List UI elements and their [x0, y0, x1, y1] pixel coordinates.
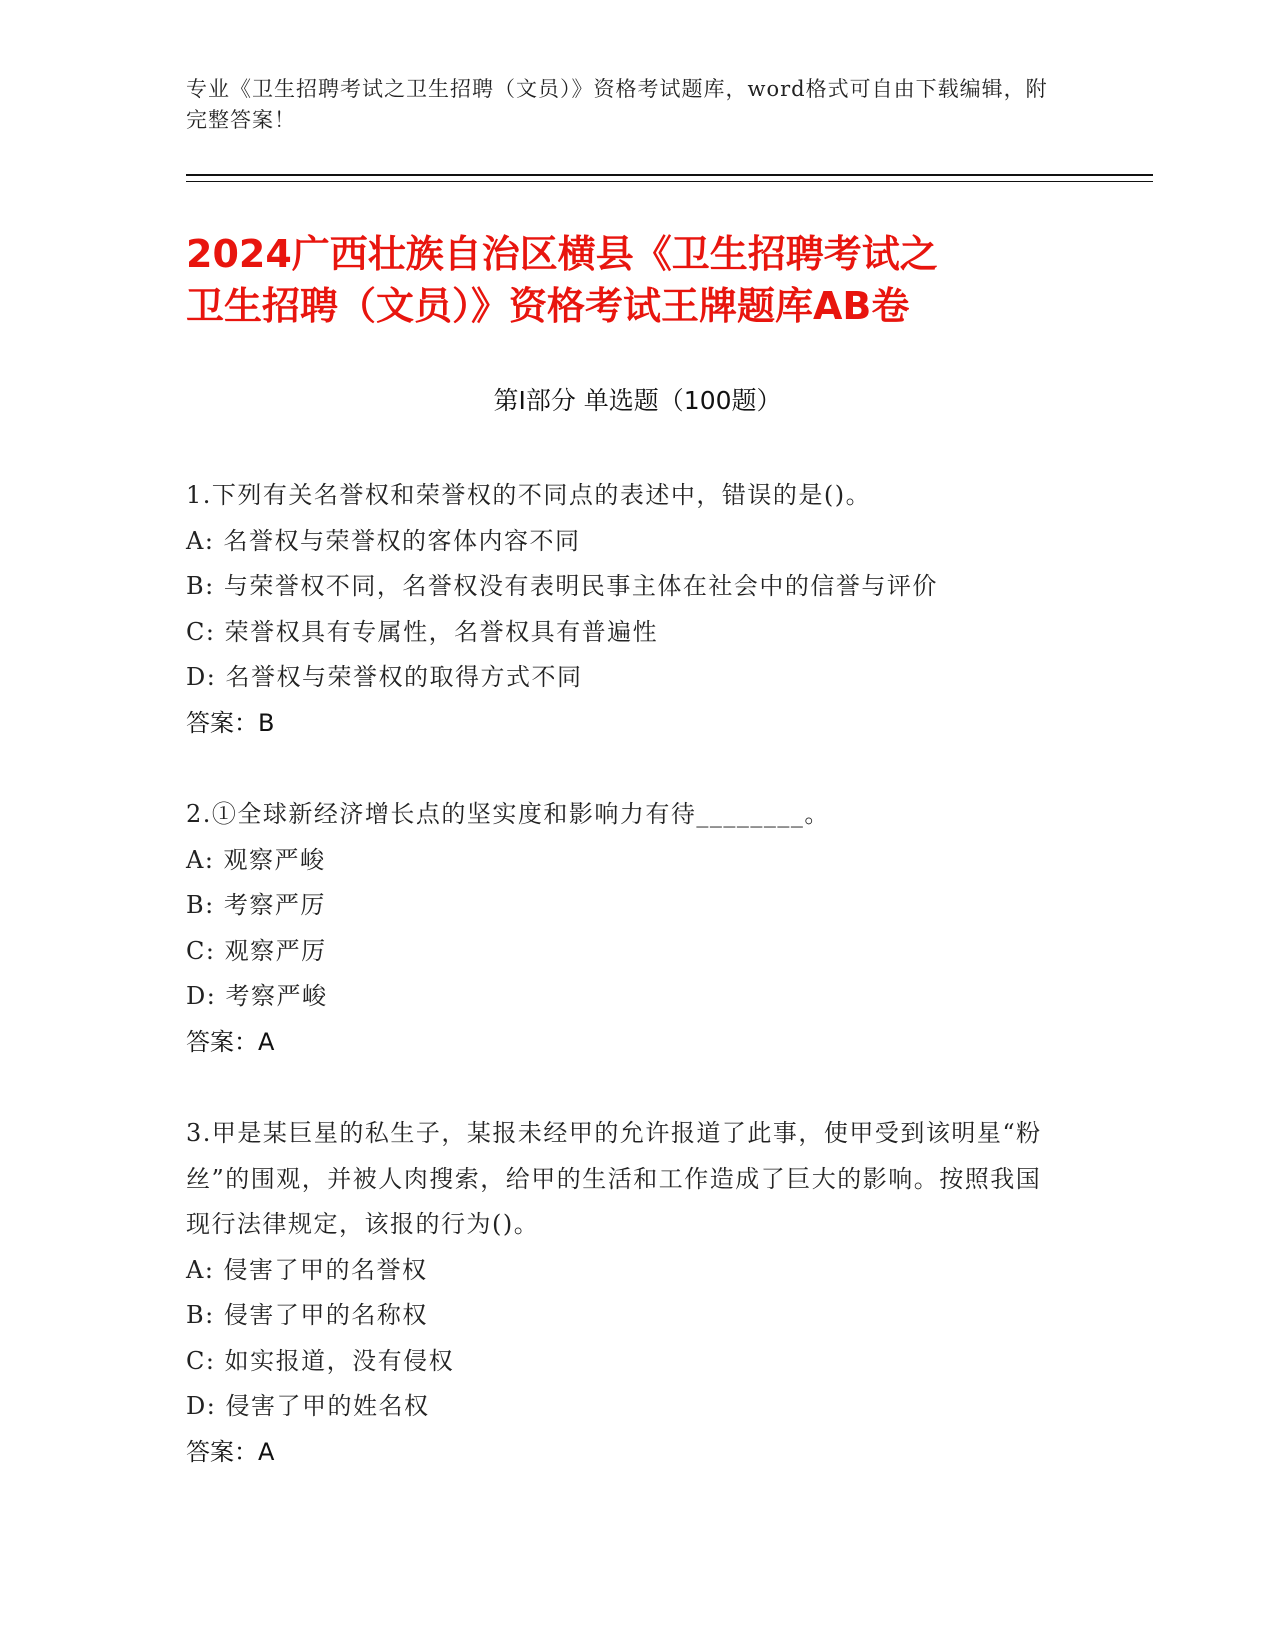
answer-line: 答案：A: [186, 1437, 275, 1466]
document-title-line-1: 2024广西壮族自治区横县《卫生招聘考试之: [186, 232, 938, 276]
answer-line: 答案：B: [186, 708, 275, 737]
question-stem: 3.甲是某巨星的私生子，某报未经甲的允许报道了此事，使甲受到该明星“粉丝”的围观，并被人肉搜索，给甲的生活和工作造成了巨大的影响。按照我国现行法律规定，该报的行为()。: [186, 1119, 1042, 1238]
section-title: 第Ⅰ部分 单选题（100题）: [493, 386, 782, 415]
question-list: [186, 473, 1066, 1521]
option-c: C: 观察严厉: [186, 936, 327, 965]
option-d: D: 考察严峻: [186, 982, 328, 1010]
question-3: [186, 1111, 1066, 1475]
option-a: A: 观察严峻: [186, 845, 326, 874]
option-d: D: 名誉权与荣誉权的取得方式不同: [186, 663, 583, 691]
option-b: B: 侵害了甲的名称权: [186, 1301, 428, 1329]
answer-line: 答案：A: [186, 1027, 275, 1056]
question-2: [186, 792, 1066, 1065]
question-stem: 1.下列有关名誉权和荣誉权的不同点的表述中，错误的是()。: [186, 481, 872, 509]
document-title-line-2: 卫生招聘（文员）》资格考试王牌题库AB卷: [186, 284, 910, 328]
option-a: A: 名誉权与荣誉权的客体内容不同: [186, 526, 581, 555]
question-1: [186, 473, 1066, 746]
header-divider-thin: [186, 181, 1153, 182]
header-divider-thick: [186, 174, 1153, 176]
option-c: C: 荣誉权具有专属性，名誉权具有普遍性: [186, 617, 659, 646]
question-stem: 2.①全球新经济增长点的坚实度和影响力有待________。: [186, 800, 830, 828]
document-title: [186, 228, 1086, 332]
option-c: C: 如实报道，没有侵权: [186, 1346, 455, 1375]
option-d: D: 侵害了甲的姓名权: [186, 1392, 430, 1420]
option-a: A: 侵害了甲的名誉权: [186, 1255, 428, 1284]
option-b: B: 与荣誉权不同，名誉权没有表明民事主体在社会中的信誉与评价: [186, 572, 938, 600]
header-note: 专业《卫生招聘考试之卫生招聘（文员）》资格考试题库，word格式可自由下载编辑，附完整答案！: [186, 77, 1048, 132]
option-b: B: 考察严厉: [186, 891, 326, 919]
